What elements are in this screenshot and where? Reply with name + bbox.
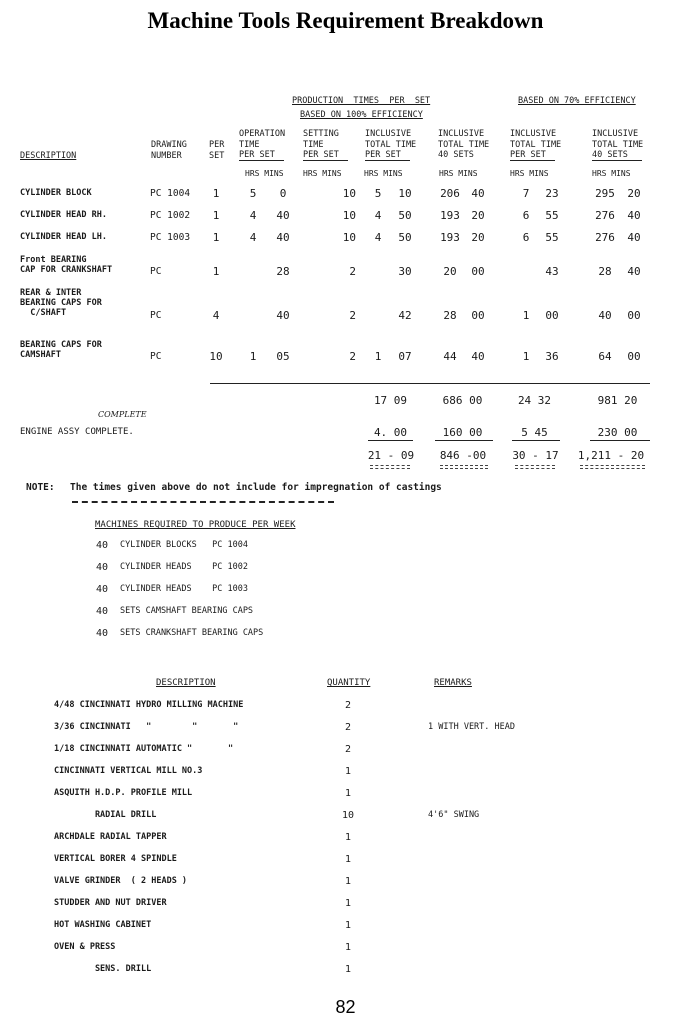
- col-inclusive-per-set-100: INCLUSIVE TOTAL TIME PER SET: [365, 129, 417, 160]
- row-cell-i100-m: 42: [398, 309, 412, 322]
- week-item-qty: 40: [96, 606, 109, 617]
- row-cell-i100-h: 4: [374, 231, 382, 244]
- unit-hrs: HRS: [364, 169, 379, 178]
- machine-description: 1/18 CINCINNATI AUTOMATIC " ": [54, 744, 234, 754]
- unit-hrs: HRS: [510, 169, 525, 178]
- machine-remarks: 1 WITH VERT. HEAD: [428, 722, 515, 732]
- machine-description: HOT WASHING CABINET: [54, 920, 152, 930]
- week-item-qty: 40: [96, 584, 109, 595]
- unit-mins: MINS: [529, 169, 549, 178]
- row-cell-i100-40h: 193: [440, 209, 460, 222]
- row-description: Front BEARING CAP FOR CRANKSHAFT: [20, 255, 113, 275]
- row-cell-i100-40h: 206: [440, 187, 460, 200]
- row-cell-i70-m: 36: [545, 350, 559, 363]
- row-cell-drawing: PC: [150, 310, 162, 321]
- machine-description: 4/48 CINCINNATI HYDRO MILLING MACHINE: [54, 700, 244, 710]
- row-cell-i70-40m: 20: [627, 187, 641, 200]
- machine-quantity: 1: [344, 898, 352, 909]
- row-cell-i100-40m: 00: [471, 265, 485, 278]
- row-cell-i100-40m: 20: [471, 209, 485, 222]
- row-cell-drawing: PC: [150, 266, 162, 277]
- machine-quantity: 1: [344, 766, 352, 777]
- row-cell-i70-40h: 64: [598, 350, 612, 363]
- row-cell-i70-m: 00: [545, 309, 559, 322]
- row-cell-op-m: 40: [276, 209, 290, 222]
- machine-quantity: 1: [344, 854, 352, 865]
- col-inclusive-40-sets-70: INCLUSIVE TOTAL TIME 40 SETS: [592, 129, 644, 160]
- subtotal-70-40: 981 20: [597, 394, 638, 407]
- row-cell-set-m: 2: [349, 309, 356, 322]
- machine-quantity: 2: [344, 700, 352, 711]
- row-cell-set-m: 2: [349, 265, 356, 278]
- engine-assy-label: ENGINE ASSY COMPLETE.: [20, 427, 134, 437]
- row-cell-i70-m: 23: [545, 187, 559, 200]
- row-description: CYLINDER HEAD RH.: [20, 210, 107, 220]
- machine-quantity: 1: [344, 876, 352, 887]
- row-cell-drawing: PC 1002: [150, 210, 191, 221]
- row-cell-op-m: 40: [276, 309, 290, 322]
- unit-mins: MINS: [611, 169, 631, 178]
- machine-description: VERTICAL BORER 4 SPINDLE: [54, 854, 177, 864]
- machine-description: ARCHDALE RADIAL TAPPER: [54, 832, 167, 842]
- machine-quantity: 1: [344, 832, 352, 843]
- unit-mins: MINS: [264, 169, 284, 178]
- note-label: NOTE:: [26, 482, 55, 493]
- unit-hrs: HRS: [592, 169, 607, 178]
- machines-col-remarks: REMARKS: [434, 678, 472, 688]
- engine-70-40: 230 00: [597, 426, 638, 439]
- row-cell-i70-40m: 00: [627, 309, 641, 322]
- row-cell-i70-40m: 00: [627, 350, 641, 363]
- unit-hrs: HRS: [303, 169, 318, 178]
- machine-quantity: 2: [344, 744, 352, 755]
- row-cell-i70-40h: 276: [595, 209, 615, 222]
- row-description: CYLINDER BLOCK: [20, 188, 92, 198]
- week-item-text: CYLINDER BLOCKS PC 1004: [120, 540, 248, 550]
- row-cell-op-h: 4: [249, 209, 257, 222]
- row-cell-op-m: 0: [279, 187, 287, 200]
- row-cell-i70-40h: 28: [598, 265, 612, 278]
- row-cell-op-m: 28: [276, 265, 290, 278]
- week-item-text: CYLINDER HEADS PC 1002: [120, 562, 248, 572]
- machine-description: CINCINNATI VERTICAL MILL NO.3: [54, 766, 203, 776]
- machine-description: OVEN & PRESS: [54, 942, 116, 952]
- machine-description: STUDDER AND NUT DRIVER: [54, 898, 167, 908]
- engine-100: 4. 00: [373, 426, 408, 439]
- row-cell-per-set: 4: [212, 309, 220, 322]
- row-description: REAR & INTER BEARING CAPS FOR C/SHAFT: [20, 288, 102, 318]
- group-header-100-line2: BASED ON 100% EFFICIENCY: [300, 110, 423, 120]
- row-cell-op-m: 40: [276, 231, 290, 244]
- machine-quantity: 1: [344, 788, 352, 799]
- engine-70: 5 45: [521, 426, 548, 439]
- row-cell-op-m: 05: [276, 350, 290, 363]
- row-cell-i100-40h: 20: [443, 265, 457, 278]
- row-cell-i100-40m: 20: [471, 231, 485, 244]
- row-description: CYLINDER HEAD LH.: [20, 232, 107, 242]
- row-cell-op-h: 1: [249, 350, 257, 363]
- machine-quantity: 10: [341, 810, 355, 821]
- col-inclusive-per-set-70: INCLUSIVE TOTAL TIME PER SET: [510, 129, 562, 160]
- machine-description: ASQUITH H.D.P. PROFILE MILL: [54, 788, 193, 798]
- subtotal-100-40: 686 00: [442, 394, 483, 407]
- row-cell-i100-h: 4: [374, 209, 382, 222]
- col-setting-time: SETTING TIME PER SET: [303, 129, 339, 160]
- group-header-100: PRODUCTION TIMES PER SET: [292, 96, 431, 106]
- row-cell-per-set: 1: [212, 265, 220, 278]
- machine-remarks: 4'6" SWING: [428, 810, 480, 820]
- machines-col-quantity: QUANTITY: [327, 678, 371, 688]
- week-item-text: SETS CRANKSHAFT BEARING CAPS: [120, 628, 264, 638]
- row-cell-set-m: 2: [349, 350, 356, 363]
- row-cell-drawing: PC 1003: [150, 232, 191, 243]
- row-description: BEARING CAPS FOR CAMSHAFT: [20, 340, 102, 360]
- week-item-text: CYLINDER HEADS PC 1003: [120, 584, 248, 594]
- row-cell-i70-h: 6: [522, 231, 530, 244]
- row-cell-i100-40h: 193: [440, 231, 460, 244]
- row-cell-i70-40h: 276: [595, 231, 615, 244]
- row-cell-i100-40m: 40: [471, 350, 485, 363]
- subtotal-100: 17 09: [373, 394, 408, 407]
- unit-mins: MINS: [322, 169, 342, 178]
- row-cell-i100-h: 1: [374, 350, 382, 363]
- row-cell-set-m: 10: [342, 187, 356, 200]
- row-cell-i100-h: 5: [374, 187, 382, 200]
- total-70-40: 1,211 - 20: [577, 449, 645, 462]
- row-cell-i70-40h: 40: [598, 309, 612, 322]
- total-100-40: 846 -00: [439, 449, 487, 462]
- col-drawing-number: DRAWING NUMBER: [151, 140, 187, 161]
- row-cell-op-h: 4: [249, 231, 257, 244]
- unit-hrs: HRS: [439, 169, 454, 178]
- page-number: 82: [335, 997, 356, 1017]
- row-cell-i70-m: 55: [545, 231, 559, 244]
- row-cell-i100-40h: 28: [443, 309, 457, 322]
- row-cell-i70-h: 6: [522, 209, 530, 222]
- machine-description: VALVE GRINDER ( 2 HEADS ): [54, 876, 188, 886]
- row-cell-op-h: 5: [249, 187, 257, 200]
- machine-quantity: 1: [344, 942, 352, 953]
- week-item-qty: 40: [96, 540, 109, 551]
- machine-description: SENS. DRILL: [54, 964, 152, 974]
- week-item-qty: 40: [96, 628, 109, 639]
- row-cell-i70-40m: 40: [627, 265, 641, 278]
- row-cell-i100-m: 10: [398, 187, 412, 200]
- unit-mins: MINS: [458, 169, 478, 178]
- total-100: 21 - 09: [367, 449, 415, 462]
- row-cell-i70-40m: 40: [627, 209, 641, 222]
- total-70: 30 - 17: [512, 449, 559, 462]
- row-cell-set-m: 10: [342, 231, 356, 244]
- row-cell-per-set: 1: [212, 209, 220, 222]
- row-cell-per-set: 1: [212, 187, 220, 200]
- row-cell-i100-m: 30: [398, 265, 412, 278]
- row-cell-per-set: 1: [212, 231, 220, 244]
- col-description: DESCRIPTION: [20, 151, 77, 161]
- page-title: Machine Tools Requirement Breakdown: [147, 8, 544, 33]
- row-cell-i70-h: 1: [522, 309, 530, 322]
- row-cell-i70-m: 43: [545, 265, 559, 278]
- row-cell-i70-40h: 295: [595, 187, 615, 200]
- unit-hrs: HRS: [245, 169, 260, 178]
- machine-description: 3/36 CINCINNATI " " ": [54, 722, 239, 732]
- group-header-70: BASED ON 70% EFFICIENCY: [518, 96, 636, 106]
- engine-100-40: 160 00: [442, 426, 483, 439]
- row-cell-i100-m: 07: [398, 350, 412, 363]
- row-cell-i100-40h: 44: [443, 350, 457, 363]
- machine-description: RADIAL DRILL: [54, 810, 157, 820]
- row-cell-i70-h: 1: [522, 350, 530, 363]
- handwritten-complete: COMPLETE: [98, 410, 147, 419]
- week-item-text: SETS CAMSHAFT BEARING CAPS: [120, 606, 254, 616]
- machines-week-heading: MACHINES REQUIRED TO PRODUCE PER WEEK: [95, 520, 296, 530]
- row-cell-i70-40m: 40: [627, 231, 641, 244]
- row-cell-i100-40m: 40: [471, 187, 485, 200]
- row-cell-i70-m: 55: [545, 209, 559, 222]
- row-cell-per-set: 10: [209, 350, 223, 363]
- row-cell-drawing: PC 1004: [150, 188, 191, 199]
- col-operation-time: OPERATION TIME PER SET: [239, 129, 286, 160]
- unit-mins: MINS: [383, 169, 403, 178]
- col-per-set: PER SET: [209, 140, 225, 161]
- machines-col-description: DESCRIPTION: [156, 678, 216, 688]
- row-cell-i70-h: 7: [522, 187, 530, 200]
- machine-quantity: 1: [344, 964, 352, 975]
- machine-quantity: 2: [344, 722, 352, 733]
- note-text: The times given above do not include for impregnation of castings: [70, 482, 442, 493]
- row-cell-drawing: PC: [150, 351, 162, 362]
- machine-quantity: 1: [344, 920, 352, 931]
- row-cell-i100-m: 50: [398, 209, 412, 222]
- col-inclusive-40-sets-100: INCLUSIVE TOTAL TIME 40 SETS: [438, 129, 490, 160]
- row-cell-i100-m: 50: [398, 231, 412, 244]
- week-item-qty: 40: [96, 562, 109, 573]
- row-cell-set-m: 10: [342, 209, 356, 222]
- subtotal-70: 24 32: [517, 394, 552, 407]
- row-cell-i100-40m: 00: [471, 309, 485, 322]
